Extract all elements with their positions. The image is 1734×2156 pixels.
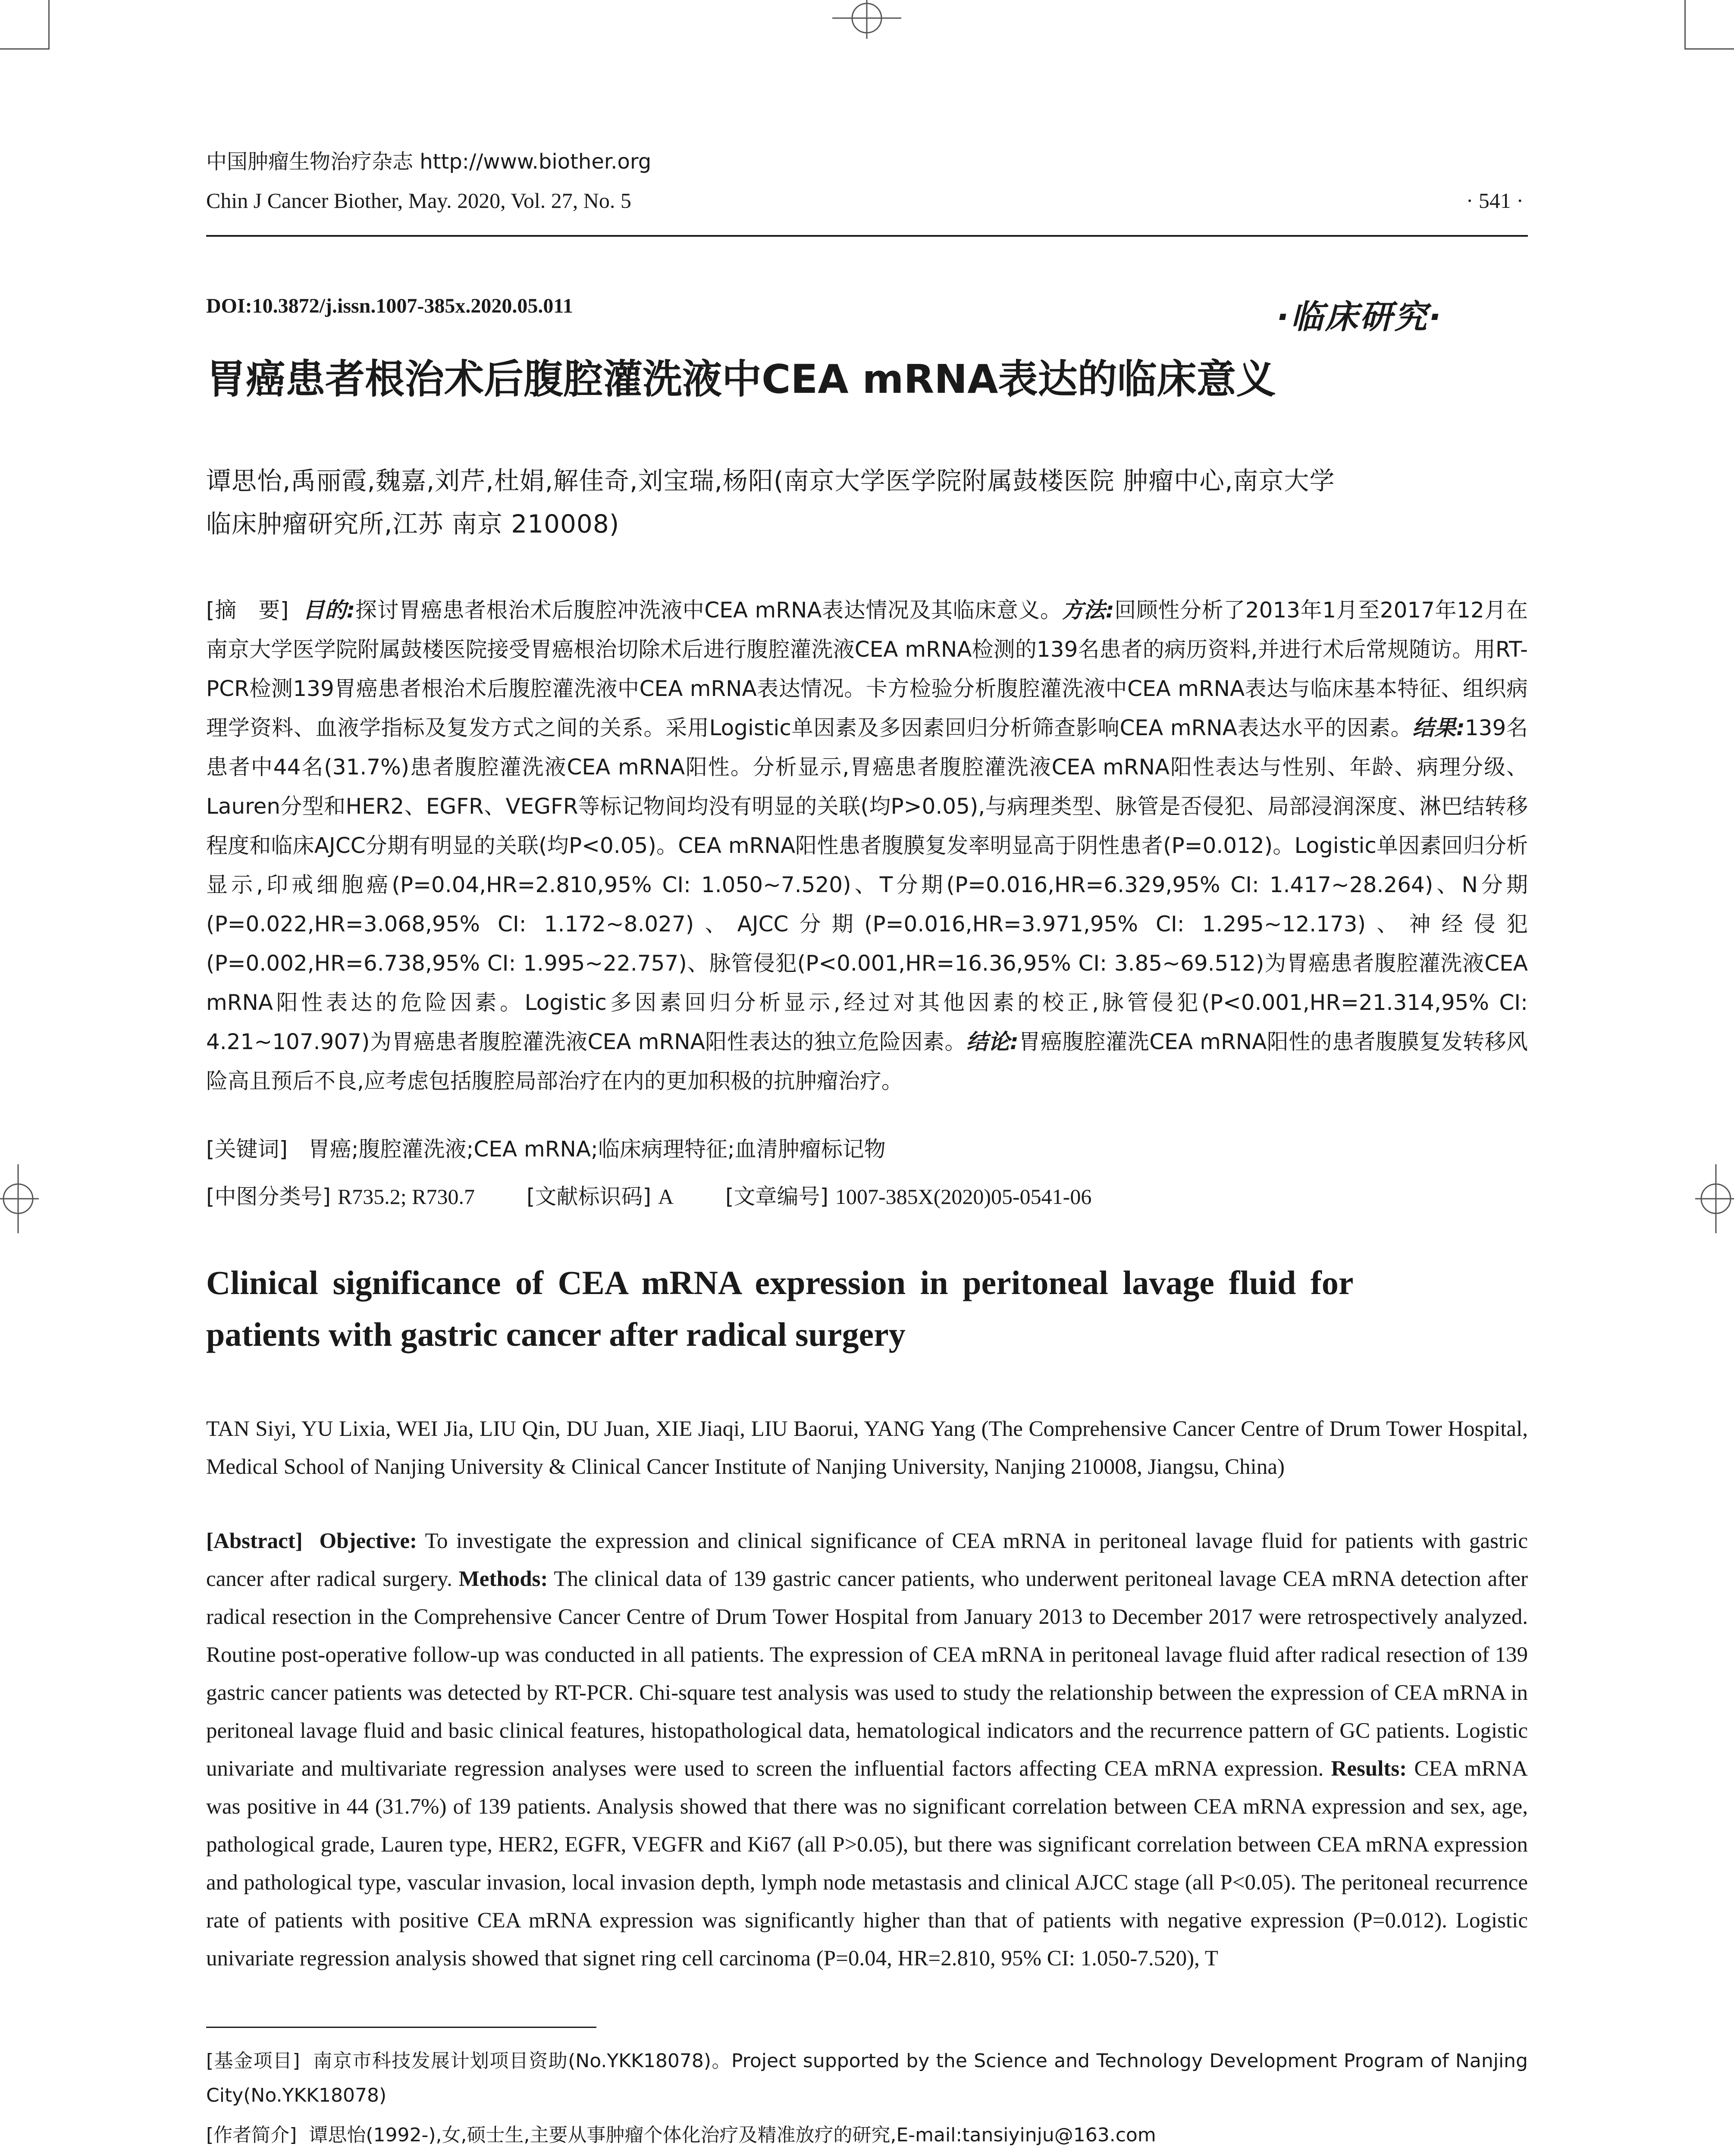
abstract-cn-results: 139名患者中44名(31.7%)患者腹腔灌洗液CEA mRNA阳性。分析显示,胃癌患者腹腔灌洗液CEA mRNA阳性表达与性别、年龄、病理分级、Lauren分型和HER2、EGFR、VEGFR等标记物间均没有明显的关联(均P>0.05),与病理类型、脉管是否侵犯、局部浸润深度、淋巴结转移程度和临床AJCC分期有明显的关联(均P<0.05)。CEA mRNA阳性患者腹膜复发率明显高于阴性患者(P=0.012)。Logistic单因素回归分析显示,印戒细胞癌(P=0.04,HR=2.810,95% CI: 1.050~7.520)、T分期(P=0.016,HR=6.329,95% CI: 1.417~28.264)、N分期(P=0.022,HR=3.068,95% CI: 1.172~8.027)、AJCC分期(P=0.016,HR=3.971,95% CI: 1.295~12.173)、神经侵犯(P=0.002,HR=6.738,95% CI: 1.995~22.757)、脉管侵犯(P<0.001,HR=16.36,95% CI: 3.85~69.512)为胃癌患者腹腔灌洗液CEA mRNA阳性表达的危险因素。Logistic多因素回归分析显示,经过对其他因素的校正,脉管侵犯(P<0.001,HR=21.314,95% CI: 4.21~107.907)为胃癌患者腹腔灌洗液CEA mRNA阳性表达的独立危险因素。 xyxy=(206,715,1528,1054)
abstract-cn-methods-label: 方法: xyxy=(1062,598,1114,623)
fund-label: [基金项目] xyxy=(206,2050,300,2072)
authors-cn-line1: 谭思怡,禹丽霞,魏嘉,刘芹,杜娟,解佳奇,刘宝瑞,杨阳(南京大学医学院附属鼓楼医院 肿瘤中心,南京大学 xyxy=(206,466,1335,495)
authors-cn-line2: 临床肿瘤研究所,江苏 南京 210008) xyxy=(206,509,620,539)
title-cn: 胃癌患者根治术后腹腔灌洗液中CEA mRNA表达的临床意义 xyxy=(206,356,1276,402)
title-en xyxy=(206,1257,1528,1360)
abstract-cn-methods: 回顾性分析了2013年1月至2017年12月在南京大学医学院附属鼓楼医院接受胃癌根治切除术后进行腹腔灌洗液CEA mRNA检测的139名患者的病历资料,并进行术后常规随访。用RT-PCR检测139胃癌患者根治术后腹腔灌洗液中CEA mRNA表达情况。卡方检验分析腹腔灌洗液中CEA mRNA表达与临床基本特征、组织病理学资料、血液学指标及复发方式之间的关系。采用Logistic单因素及多因素回归分析筛查影响CEA mRNA表达水平的因素。 xyxy=(206,598,1528,740)
authors-cn xyxy=(206,459,1534,545)
authors-en: TAN Siyi, YU Lixia, WEI Jia, LIU Qin, DU Juan, XIE Jiaqi, LIU Baorui, YANG Yang (The Comprehensive Cancer Centre of Drum Tower Hospital, Medical School of Nanjing University & Clinical Cancer Institute of Nanjing University, Nanjing 210008, Jiangsu, China) xyxy=(206,1417,1528,1479)
header-rule xyxy=(206,235,1528,237)
abstract-cn-conclusion: 胃癌腹腔灌洗CEA mRNA阳性的患者腹膜复发转移风险高且预后不良,应考虑包括腹腔局部治疗在内的更加积极的抗肿瘤治疗。 xyxy=(206,1029,1528,1094)
footnotes xyxy=(206,2044,1528,2156)
author-bio-label: [作者简介] xyxy=(206,2124,297,2146)
abstract-en-results-label: Results: xyxy=(1331,1757,1407,1781)
crop-mark-top-left-h xyxy=(0,48,50,50)
running-header xyxy=(206,142,1528,241)
abstract-en xyxy=(206,1522,1528,1977)
abstract-en-label: [Abstract] xyxy=(206,1529,303,1553)
doi: DOI:10.3872/j.issn.1007-385x.2020.05.011 xyxy=(206,295,573,317)
crop-mark-top-left-v xyxy=(48,0,50,50)
doc-code-value: A xyxy=(658,1185,674,1209)
abstract-cn-label: [摘 要] xyxy=(206,598,289,623)
abstract-cn-objective: 探讨胃癌患者根治术后腹腔冲洗液中CEA mRNA表达情况及其临床意义。 xyxy=(355,598,1062,623)
abstract-en-methods-label: Methods: xyxy=(458,1567,548,1591)
title-en-line2: patients with gastric cancer after radical surgery xyxy=(206,1316,906,1353)
author-bio-text: 谭思怡(1992-),女,硕士生,主要从事肿瘤个体化治疗及精准放疗的研究,E-mail:tansiyinju@163.com xyxy=(309,2124,1156,2146)
journal-name-cn: 中国肿瘤生物治疗杂志 http://www.biother.org xyxy=(206,150,652,174)
doc-code-label: [文献标识码] xyxy=(527,1184,652,1209)
abstract-en-objective-label: Objective: xyxy=(319,1529,417,1553)
page-number: · 541 · xyxy=(1466,188,1524,213)
article-number-value: 1007-385X(2020)05-0541-06 xyxy=(835,1185,1092,1209)
keywords-cn xyxy=(206,1130,886,1169)
keywords-cn-text: 胃癌;腹腔灌洗液;CEA mRNA;临床病理特征;血清肿瘤标记物 xyxy=(308,1137,886,1162)
abstract-en-objective: To investigate the expression and clinical significance of CEA mRNA in peritoneal lavage fluid for patients with gastric cancer after radical surgery. xyxy=(206,1529,1528,1591)
section-label: ·临床研究· xyxy=(1276,298,1443,336)
keywords-cn-label: [关键词] xyxy=(206,1137,288,1162)
registration-mark-top-icon xyxy=(828,0,906,39)
footnote-fund xyxy=(206,2044,1528,2113)
fund-text: 南京市科技发展计划项目资助(No.YKK18078)。Project supported by the Science and Technology Development Program of Nanjing City(No.YKK18078) xyxy=(206,2050,1528,2106)
abstract-cn-results-label: 结果: xyxy=(1412,715,1465,740)
crop-mark-top-right-v xyxy=(1684,0,1686,50)
registration-mark-left-icon xyxy=(0,1160,39,1238)
crop-mark-top-right-h xyxy=(1684,48,1734,50)
abstract-cn-conclusion-label: 结论: xyxy=(966,1029,1019,1054)
article-number-label: [文章编号] xyxy=(725,1184,829,1209)
abstract-en-methods: The clinical data of 139 gastric cancer patients, who underwent peritoneal lavage CEA mRNA detection after radical resection in the Comprehensive Cancer Centre of Drum Tower Hospital from January 2013 to December 2017 were retrospectively analyzed. Routine post-operative follow-up was conducted in all patients. The expression of CEA mRNA in peritoneal lavage fluid after radical resection of 139 gastric cancer patients was detected by RT-PCR. Chi-square test analysis was used to study the relationship between the expression of CEA mRNA in peritoneal lavage fluid and basic clinical features, histopathological data, hematological indicators and the recurrence pattern of GC patients. Logistic univariate and multivariate regression analyses were used to screen the influential factors affecting CEA mRNA expression. xyxy=(206,1567,1528,1781)
registration-mark-right-icon xyxy=(1695,1160,1734,1238)
clc-value: R735.2; R730.7 xyxy=(337,1185,475,1209)
clc-label: [中图分类号] xyxy=(206,1184,331,1209)
classification-line xyxy=(206,1177,1091,1216)
abstract-en-results: CEA mRNA was positive in 44 (31.7%) of 139 patients. Analysis showed that there was no significant correlation between CEA mRNA expression and sex, age, pathological grade, Lauren type, HER2, EGFR, VEGFR and Ki67 (all P>0.05), but there was significant correlation between CEA mRNA expression and pathological type, vascular invasion, local invasion depth, lymph node metastasis and clinical AJCC stage (all P<0.05). The peritoneal recurrence rate of patients with positive CEA mRNA expression was significantly higher than that of patients with negative expression (P=0.012). Logistic univariate regression analysis showed that signet ring cell carcinoma (P=0.04, HR=2.810, 95% CI: 1.050-7.520), T xyxy=(206,1757,1528,1971)
journal-name-en: Chin J Cancer Biother, May. 2020, Vol. 27, No. 5 xyxy=(206,188,631,213)
abstract-cn xyxy=(206,591,1528,1101)
footnote-rule xyxy=(206,2027,596,2028)
title-en-line1: Clinical significance of CEA mRNA expression in peritoneal lavage fluid for xyxy=(206,1264,1354,1301)
footnote-author xyxy=(206,2118,1528,2153)
abstract-cn-objective-label: 目的: xyxy=(303,598,355,623)
